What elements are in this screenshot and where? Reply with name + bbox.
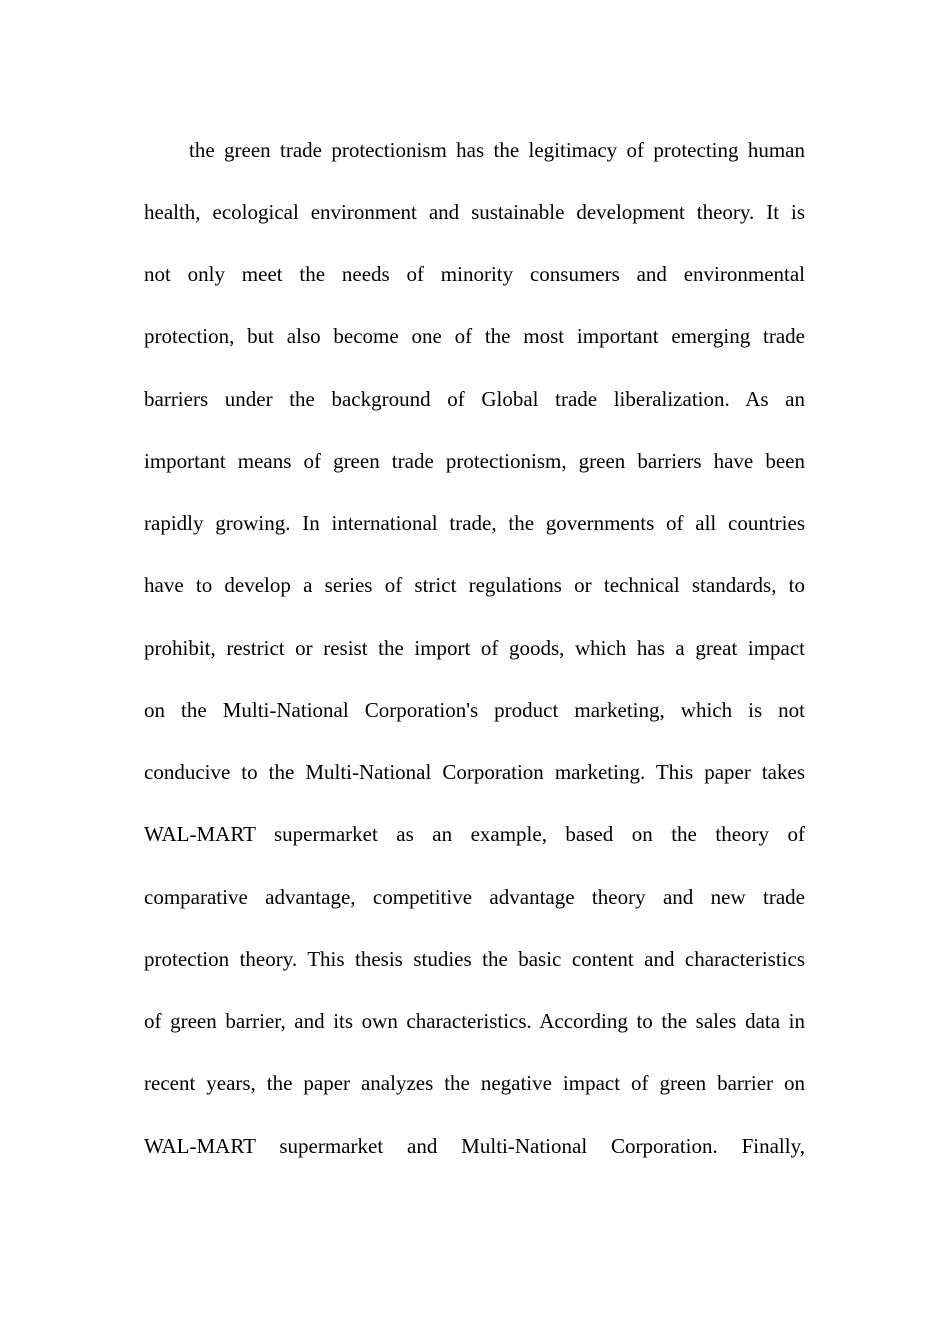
text-line: health, ecological environment and sustainable development theory. It is <box>144 200 805 224</box>
text-line: barriers under the background of Global trade liberalization. As an <box>144 387 805 411</box>
text-line: WAL-MART supermarket and Multi-National Corporation. Finally, <box>144 1134 805 1158</box>
text-line: conducive to the Multi-National Corporation marketing. This paper takes <box>144 760 805 784</box>
text-line: of green barrier, and its own characteristics. According to the sales data in <box>144 1009 805 1033</box>
text-line: important means of green trade protectionism, green barriers have been <box>144 449 805 473</box>
text-line: rapidly growing. In international trade, the governments of all countries <box>144 511 805 535</box>
text-line: recent years, the paper analyzes the negative impact of green barrier on <box>144 1071 805 1095</box>
text-line: comparative advantage, competitive advantage theory and new trade <box>144 885 805 909</box>
text-line: not only meet the needs of minority consumers and environmental <box>144 262 805 286</box>
text-line: have to develop a series of strict regulations or technical standards, to <box>144 573 805 597</box>
text-line: protection, but also become one of the most important emerging trade <box>144 324 805 348</box>
text-line: the green trade protectionism has the legitimacy of protecting human <box>189 138 805 162</box>
text-line: WAL-MART supermarket as an example, based on the theory of <box>144 822 805 846</box>
text-line: on the Multi-National Corporation's product marketing, which is not <box>144 698 805 722</box>
text-line: protection theory. This thesis studies the basic content and characteristics <box>144 947 805 971</box>
text-line: prohibit, restrict or resist the import of goods, which has a great impact <box>144 636 805 660</box>
